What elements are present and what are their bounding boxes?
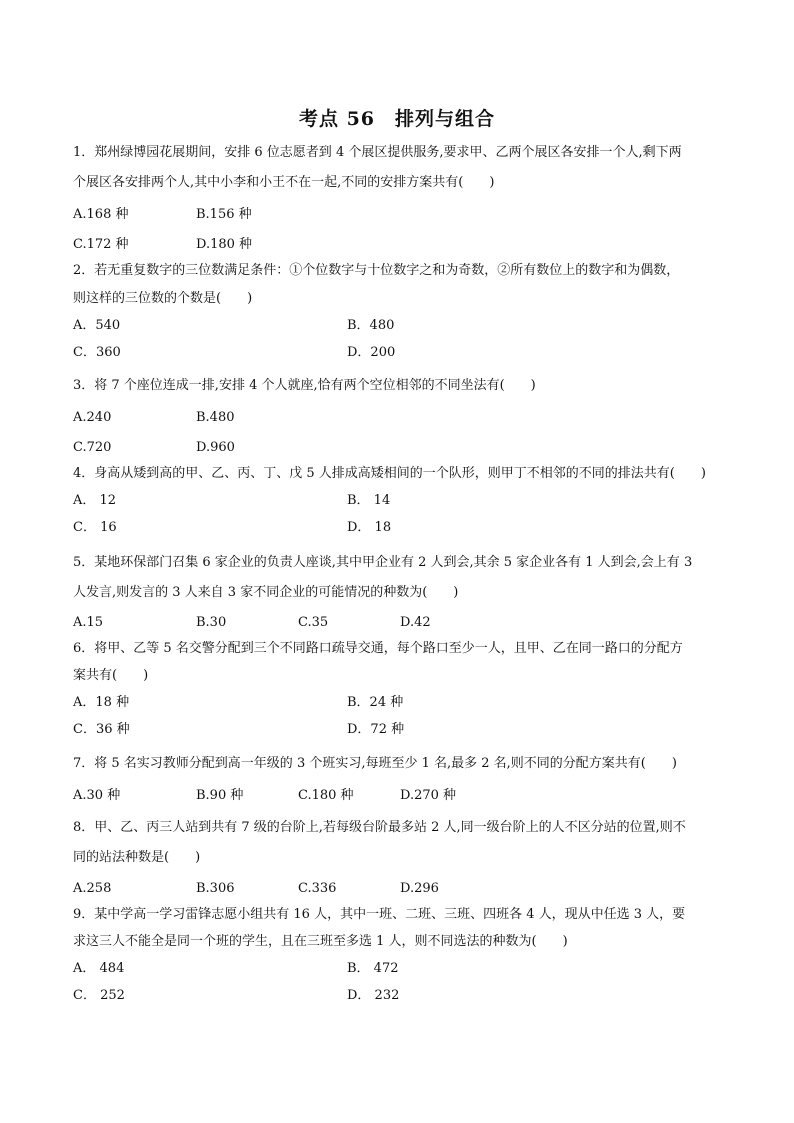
question-7-option-b: B.90 种 [196, 788, 244, 803]
question-7-option-c: C.180 种 [298, 788, 354, 803]
question-9-option-a: A． 484 [73, 961, 125, 976]
question-5-option-b: B.30 [196, 615, 227, 630]
question-3-option-c: C.720 [73, 440, 112, 455]
question-3-option-d: D.960 [196, 440, 235, 455]
question-4-option-d: D． 18 [347, 520, 392, 535]
question-6-option-b: B．24 种 [347, 695, 404, 710]
question-8-option-b: B.306 [196, 881, 235, 896]
question-9-option-d: D． 232 [347, 988, 400, 1003]
question-6-stem-line-1: 6．将甲、乙等 5 名交警分配到三个不同路口疏导交通，每个路口至少一人，且甲、乙在同一路口的分配方 [73, 641, 683, 656]
question-6-stem-line-2: 案共有( ) [73, 668, 149, 683]
question-1-stem-line-2: 个展区各安排两个人,其中小李和小王不在一起,不同的安排方案共有( ) [73, 175, 495, 190]
question-3-option-a: A.240 [73, 410, 112, 425]
question-5-option-d: D.42 [400, 615, 431, 630]
question-3-option-b: B.480 [196, 410, 235, 425]
question-2-option-a: A．540 [73, 318, 121, 333]
question-4-option-b: B． 14 [347, 493, 391, 508]
question-8-option-a: A.258 [73, 881, 112, 896]
question-5-stem-line-2: 人发言,则发言的 3 人来自 3 家不同企业的可能情况的种数为( ) [73, 585, 459, 600]
question-4-stem-line-1: 4．身高从矮到高的甲、乙、丙、丁、戊 5 人排成高矮相间的一个队形，则甲丁不相邻的不同的排法共有( ) [73, 466, 706, 481]
question-6-option-c: C．36 种 [73, 722, 130, 737]
question-1-option-a: A.168 种 [73, 207, 129, 222]
question-1-option-d: D.180 种 [196, 237, 253, 252]
question-2-option-c: C．360 [73, 345, 121, 360]
question-9-option-b: B． 472 [347, 961, 399, 976]
question-2-stem-line-1: 2．若无重复数字的三位数满足条件：①个位数字与十位数字之和为奇数，②所有数位上的数字和为偶数， [73, 263, 680, 278]
question-8-stem-line-1: 8．甲、乙、丙三人站到共有 7 级的台阶上,若每级台阶最多站 2 人,同一级台阶上的人不区分站的位置,则不 [73, 820, 686, 835]
question-5-stem-line-1: 5．某地环保部门召集 6 家企业的负责人座谈,其中甲企业有 2 人到会,其余 5 家企业各有 1 人到会,会上有 3 [73, 555, 693, 570]
question-7-stem-line-1: 7．将 5 名实习教师分配到高一年级的 3 个班实习,每班至少 1 名,最多 2 名,则不同的分配方案共有( ) [73, 756, 677, 771]
question-1-option-b: B.156 种 [196, 207, 252, 222]
question-9-stem-line-2: 求这三人不能全是同一个班的学生，且在三班至多选 1 人，则不同选法的种数为( ) [73, 934, 568, 949]
question-2-stem-line-2: 则这样的三位数的个数是( ) [73, 291, 253, 306]
question-1-option-c: C.172 种 [73, 237, 129, 252]
question-3-stem-line-1: 3．将 7 个座位连成一排,安排 4 个人就座,恰有两个空位相邻的不同坐法有( ) [73, 378, 536, 393]
question-5-option-a: A.15 [73, 615, 104, 630]
question-6-option-d: D．72 种 [347, 722, 405, 737]
question-9-stem-line-1: 9．某中学高一学习雷锋志愿小组共有 16 人，其中一班、二班、三班、四班各 4 人，现从中任选 3 人，要 [73, 907, 686, 922]
question-7-option-d: D.270 种 [400, 788, 457, 803]
question-8-option-c: C.336 [298, 881, 337, 896]
question-2-option-d: D．200 [347, 345, 396, 360]
question-9-option-c: C． 252 [73, 988, 125, 1003]
question-8-stem-line-2: 同的站法种数是( ) [73, 850, 201, 865]
question-5-option-c: C.35 [298, 615, 329, 630]
question-1-stem-line-1: 1．郑州绿博园花展期间，安排 6 位志愿者到 4 个展区提供服务,要求甲、乙两个展区各安排一个人,剩下两 [73, 145, 682, 160]
question-2-option-b: B．480 [347, 318, 395, 333]
page-title: 考点 56 排列与组合 [298, 108, 496, 130]
question-7-option-a: A.30 种 [73, 788, 121, 803]
question-4-option-a: A． 12 [73, 493, 117, 508]
question-4-option-c: C． 16 [73, 520, 117, 535]
question-8-option-d: D.296 [400, 881, 439, 896]
question-6-option-a: A．18 种 [73, 695, 130, 710]
